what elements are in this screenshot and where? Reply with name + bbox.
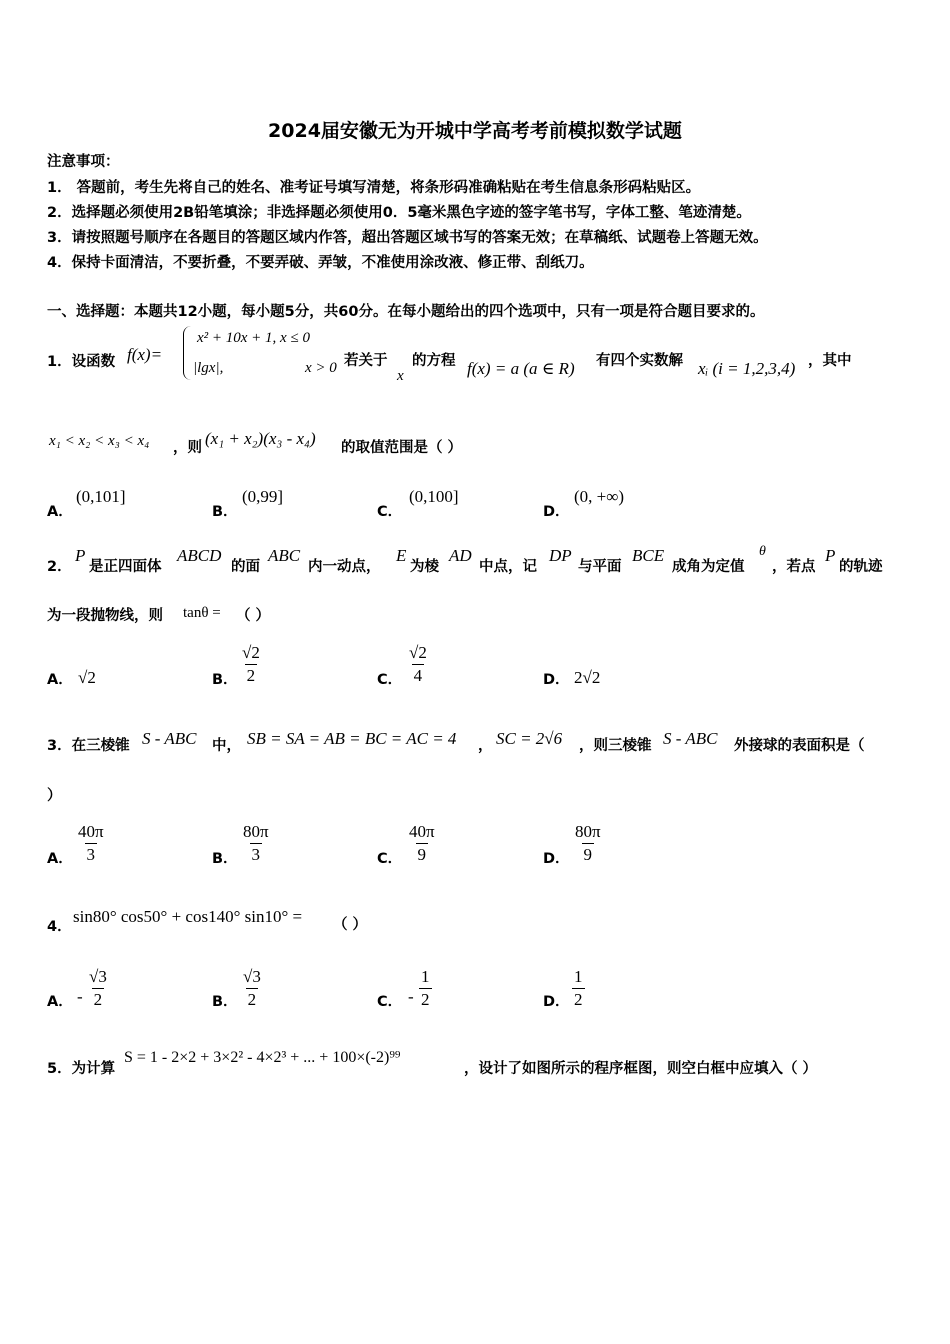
q2-line2: 为一段抛物线，则 [47,608,163,624]
q3-option-c-den: 9 [417,844,427,864]
q1-option-a[interactable]: (0,101] [76,487,126,506]
q4-option-a[interactable] [87,967,109,1009]
q3-number: 3．在三棱锥 [47,738,130,754]
q4-option-b-label[interactable]: B． [212,994,238,1010]
q2-option-b[interactable] [240,643,262,685]
q3-text4: 外接球的表面积是（ [734,738,865,754]
notice-item-3: 3．请按照题号顺序在各题目的答题区域内作答，超出答题区域书写的答案无效；在草稿纸、试题卷上答题无效。 [47,230,768,246]
q2-text9: 的轨迹 [839,559,883,575]
q1-case2a: |lgx|, [193,360,224,376]
q1-option-b-label[interactable]: B． [212,504,238,520]
q1-text5: ，则 [173,440,202,456]
q4-option-a-num: √3 [89,967,107,986]
q3-text1: 中， [212,738,241,754]
q1-fx: f(x)= [127,345,163,364]
q3-option-a-num: 40π [78,822,104,841]
q4-option-c-den: 2 [421,989,430,1009]
q2-text8: ，若点 [772,559,816,575]
q1-case2b: x > 0 [305,360,337,376]
section-heading: 一、选择题：本题共12小题，每小题5分，共60分。在每小题给出的四个选项中，只有一项是符合题目要求的。 [47,304,765,320]
q2-option-c-num: √2 [409,643,427,662]
q2-option-c-label[interactable]: C． [377,672,403,688]
q3-sabc2: S - ABC [663,729,718,748]
q5-number: 5．为计算 [47,1061,116,1077]
q3-option-b-num: 80π [243,822,269,841]
q2-bce: BCE [632,546,665,565]
q1-sol: xᵢ (i = 1,2,3,4) [698,359,796,378]
notice-item-4: 4．保持卡面清洁，不要折叠，不要弄破、弄皱，不准使用涂改液、修正带、刮纸刀。 [47,255,594,271]
q2-option-c[interactable] [407,643,429,685]
q1-cond: x₁ < x₂ < x₃ < x₄ [49,433,150,449]
q3-text3: ，则三棱锥 [579,738,652,754]
q2-text4: 为棱 [410,559,439,575]
q3-option-b-label[interactable]: B． [212,851,238,867]
notice-item-1: 1． 答题前，考生先将自己的姓名、准考证号填写清楚，将条形码准确粘贴在考生信息条形码粘贴区。 [47,180,701,196]
q3-eq1: SB = SA = AB = BC = AC = 4 [247,729,457,748]
q1-option-a-label[interactable]: A． [47,504,73,520]
notice-heading: 注意事项： [47,154,120,170]
q4-option-a-sign: - [77,987,83,1006]
q1-number: 1．设函数 [47,354,116,370]
q2-abcd: ABCD [177,546,222,565]
q2-text3: 内一动点， [308,559,381,575]
q2-theta: θ [759,544,766,559]
q4-number: 4． [47,919,72,935]
q4-expr: sin80° cos50° + cos140° sin10° = [73,907,303,926]
q2-text2: 的面 [231,559,260,575]
q3-option-a-den: 3 [86,844,96,864]
q2-option-a[interactable]: √2 [78,668,96,687]
q1-option-c-label[interactable]: C． [377,504,403,520]
q4-option-c[interactable] [419,967,432,1009]
q2-dp: DP [549,546,572,565]
q5-text1: ，设计了如图所示的程序框图，则空白框中应填入（ ） [464,1061,818,1077]
q2-option-d-label[interactable]: D． [543,672,570,688]
q3-option-b-den: 3 [251,844,261,864]
q4-option-b-num: √3 [243,967,261,986]
q4-option-a-den: 2 [93,989,103,1009]
q3-sabc: S - ABC [142,729,197,748]
q2-option-c-den: 4 [413,665,423,685]
q2-e: E [396,546,407,565]
q2-option-b-label[interactable]: B． [212,672,238,688]
q3-option-c[interactable] [407,822,437,864]
q1-brace [183,326,193,380]
q4-option-d[interactable] [572,967,585,1009]
q3-option-c-num: 40π [409,822,435,841]
q2-tan: tanθ = [183,605,221,621]
q1-option-d-label[interactable]: D． [543,504,570,520]
q2-number: 2． [47,559,72,575]
q1-eq: f(x) = a (a ∈ R) [467,359,575,378]
notice-item-2: 2．选择题必须使用2B铅笔填涂；非选择题必须使用0．5毫米黑色字迹的签字笔书写，字体工整、笔迹清楚。 [47,205,751,221]
q4-text1: （ ） [333,917,368,933]
q3-option-d-den: 9 [583,844,593,864]
q3-text2: ， [478,738,493,754]
q1-expr: (x₁ + x₂)(x₃ - x₄) [205,429,316,448]
q1-option-d[interactable]: (0, +∞) [574,487,625,506]
q2-text5: 中点，记 [479,559,537,575]
q3-option-d-num: 80π [575,822,601,841]
q3-option-b[interactable] [241,822,271,864]
q1-var: x [397,368,404,384]
q4-option-d-den: 2 [574,989,583,1009]
q3-option-c-label[interactable]: C． [377,851,403,867]
q1-case1: x² + 10x + 1, x ≤ 0 [197,330,310,346]
q4-option-b[interactable] [241,967,263,1009]
q4-option-d-label[interactable]: D． [543,994,570,1010]
q2-option-a-label[interactable]: A． [47,672,73,688]
q1-text1: 若关于 [344,353,388,369]
q4-option-c-sign: - [408,987,414,1006]
page-title: 2024届安徽无为开城中学高考考前模拟数学试题 [268,120,682,142]
q1-text6: 的取值范围是（ ） [341,440,463,456]
q4-option-a-label[interactable]: A． [47,994,73,1010]
q3-eq2: SC = 2√6 [496,729,563,748]
q3-text5: ） [47,788,62,804]
q1-text2: 的方程 [412,353,456,369]
q2-option-d[interactable]: 2√2 [574,668,601,687]
q2-text10: （ ） [236,608,271,624]
q2-option-b-den: 2 [246,665,256,685]
q2-text7: 成角为定值 [672,559,745,575]
q1-option-c[interactable]: (0,100] [409,487,459,506]
q4-option-b-den: 2 [247,989,257,1009]
q4-option-d-num: 1 [574,967,583,986]
q3-option-d[interactable] [573,822,603,864]
q5-expr: S = 1 - 2×2 + 3×2² - 4×2³ + ... + 100×(-2)⁹⁹ [124,1049,401,1066]
q1-option-b[interactable]: (0,99] [242,487,284,506]
q2-option-b-num: √2 [242,643,260,662]
q4-option-c-label[interactable]: C． [377,994,403,1010]
q2-text6: 与平面 [578,559,622,575]
q2-text1: 是正四面体 [89,559,162,575]
q1-text3: 有四个实数解 [596,353,683,369]
q2-p: P [75,546,86,565]
q2-ad: AD [449,546,472,565]
q3-option-a[interactable] [76,822,106,864]
q3-option-a-label[interactable]: A． [47,851,73,867]
q3-option-d-label[interactable]: D． [543,851,570,867]
q2-abc: ABC [268,546,301,565]
q2-p2: P [825,546,836,565]
q1-text4: ，其中 [808,353,852,369]
q4-option-c-num: 1 [421,967,430,986]
